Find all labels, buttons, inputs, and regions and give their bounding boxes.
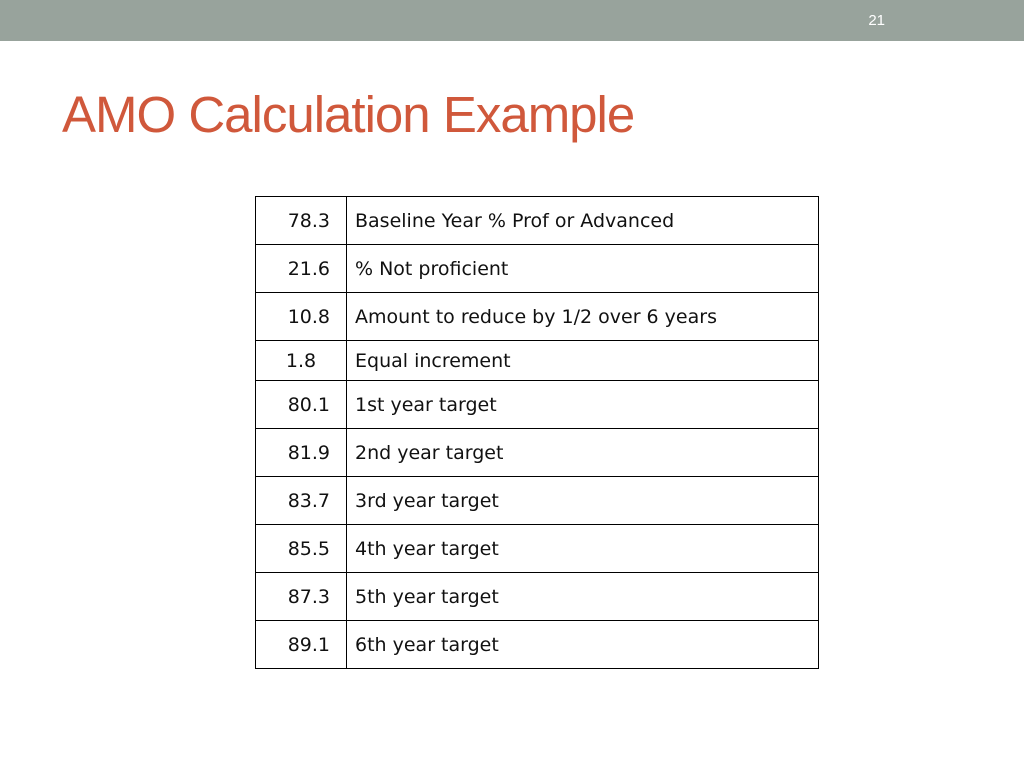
header-band bbox=[0, 0, 1024, 41]
table-row bbox=[256, 477, 819, 525]
label-cell: 6th year target bbox=[347, 621, 819, 669]
label-cell: % Not proficient bbox=[347, 245, 819, 293]
label-cell: Baseline Year % Prof or Advanced bbox=[347, 197, 819, 245]
table-row bbox=[256, 621, 819, 669]
value-cell: 83.7 bbox=[256, 477, 347, 525]
slide-number: 21 bbox=[868, 12, 885, 29]
label-cell: 4th year target bbox=[347, 525, 819, 573]
label-cell: 3rd year target bbox=[347, 477, 819, 525]
value-cell: 81.9 bbox=[256, 429, 347, 477]
label-cell: Equal increment bbox=[347, 341, 819, 381]
amo-calculation-table bbox=[255, 196, 819, 669]
table-row bbox=[256, 293, 819, 341]
label-cell: 5th year target bbox=[347, 573, 819, 621]
value-cell: 85.5 bbox=[256, 525, 347, 573]
value-cell: 10.8 bbox=[256, 293, 347, 341]
label-cell: Amount to reduce by 1/2 over 6 years bbox=[347, 293, 819, 341]
table-row bbox=[256, 381, 819, 429]
value-cell: 78.3 bbox=[256, 197, 347, 245]
value-cell: 21.6 bbox=[256, 245, 347, 293]
table-row bbox=[256, 245, 819, 293]
value-cell: 87.3 bbox=[256, 573, 347, 621]
label-cell: 1st year target bbox=[347, 381, 819, 429]
label-cell: 2nd year target bbox=[347, 429, 819, 477]
table-row bbox=[256, 429, 819, 477]
value-cell: 80.1 bbox=[256, 381, 347, 429]
table-row bbox=[256, 197, 819, 245]
slide-title: AMO Calculation Example bbox=[62, 86, 635, 143]
value-cell: 1.8 bbox=[256, 341, 347, 381]
table-row bbox=[256, 341, 819, 381]
table-row bbox=[256, 573, 819, 621]
value-cell: 89.1 bbox=[256, 621, 347, 669]
table-row bbox=[256, 525, 819, 573]
